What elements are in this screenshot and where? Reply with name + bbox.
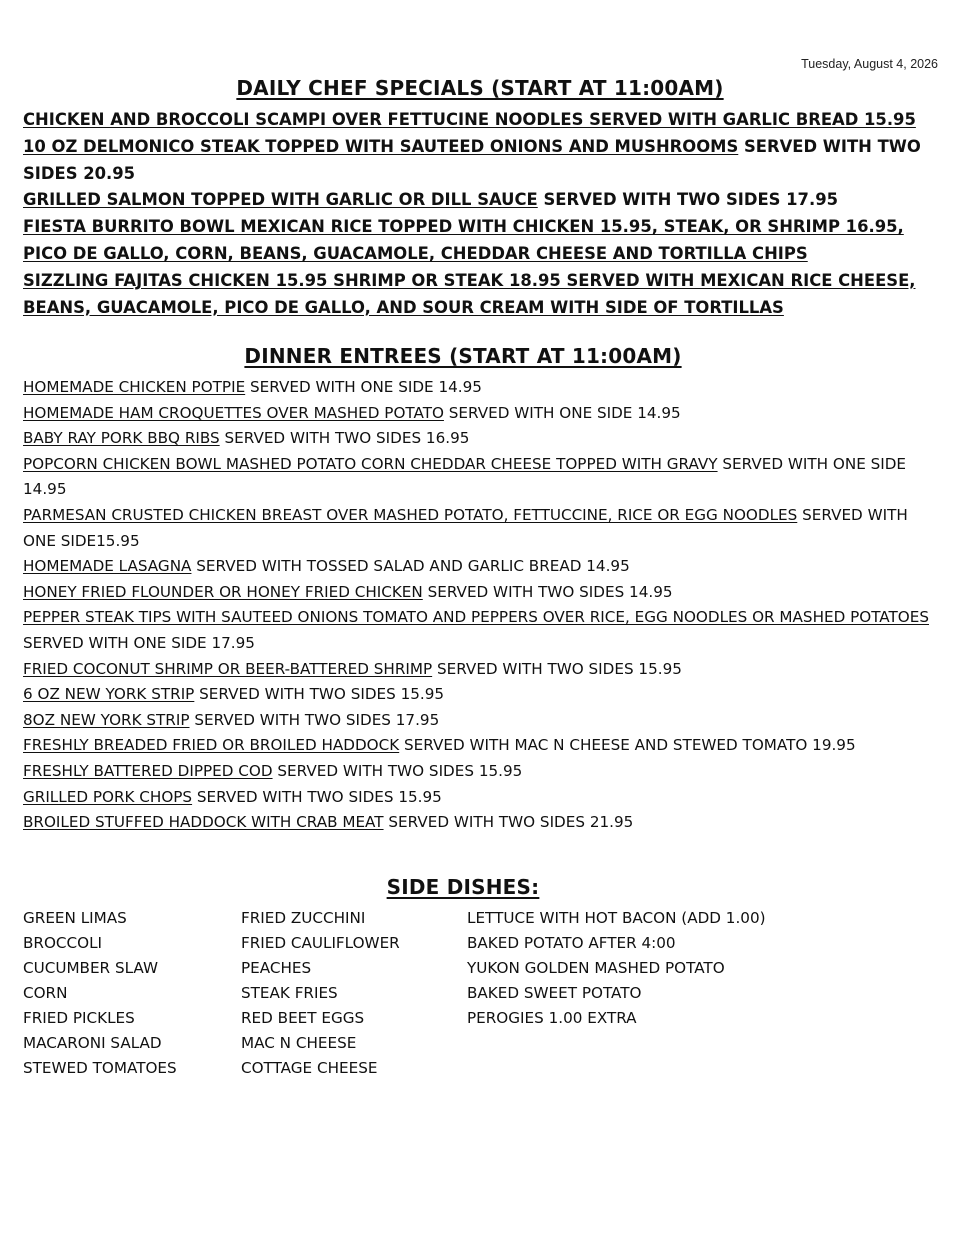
side-item: BAKED POTATO AFTER 4:00 — [467, 934, 676, 952]
entree-item-name: PARMESAN CRUSTED CHICKEN BREAST OVER MASHED POTATO, FETTUCCINE, RICE OR EGG NOODLES — [23, 505, 798, 524]
entree-item-name: HOMEMADE CHICKEN POTPIE — [23, 378, 246, 396]
entree-item-name: FRESHLY BREADED FRIED OR BROILED HADDOCK — [23, 736, 400, 755]
side-item: COTTAGE CHEESE — [241, 1059, 378, 1077]
entree-item — [23, 426, 943, 452]
entree-item-name: FRESHLY BATTERED DIPPED COD — [23, 761, 273, 780]
entree-item — [23, 785, 943, 811]
side-item: MAC N CHEESE — [241, 1034, 357, 1052]
side-item: RED BEET EGGS — [241, 1009, 365, 1027]
side-item: FRIED CAULIFLOWER — [241, 934, 400, 952]
entree-item-detail: SERVED WITH TWO SIDES 15.95 — [432, 659, 682, 678]
entree-item-detail: SERVED WITH ONE SIDE 17.95 — [23, 633, 255, 652]
side-item: MACARONI SALAD — [23, 1034, 162, 1052]
side-item: BAKED SWEET POTATO — [467, 984, 642, 1002]
entree-item-name: 6 OZ NEW YORK STRIP — [23, 685, 195, 704]
entree-item — [23, 401, 943, 427]
entree-item-detail: SERVED WITH TWO SIDES 15.95 — [272, 761, 523, 780]
entree-item-detail: SERVED WITH TWO SIDES 14.95 — [422, 582, 673, 601]
entree-item-detail: SERVED WITH TWO SIDES 15.95 — [194, 685, 445, 704]
special-item-name: FIESTA BURRITO BOWL MEXICAN RICE TOPPED WITH CHICKEN 15.95, STEAK, OR SHRIMP 16.95, PICO DE GALLO, CORN, BEANS, GUACAMOLE, CHEDDAR CHEESE AND TORTILLA CHIPS — [23, 217, 904, 263]
side-item: STEWED TOMATOES — [23, 1059, 177, 1077]
special-item-detail: SERVED WITH TWO SIDES 20.95 — [23, 136, 921, 183]
special-item-detail: SERVED WITH TWO SIDES 17.95 — [537, 190, 838, 210]
print-date: Tuesday, August 4, 2026 — [801, 57, 938, 71]
side-item: FRIED ZUCCHINI — [241, 909, 366, 927]
sides-column-3 — [467, 906, 766, 1031]
entree-item — [23, 759, 943, 785]
side-item: CUCUMBER SLAW — [23, 959, 158, 977]
entree-item-detail: SERVED WITH TWO SIDES 17.95 — [189, 710, 440, 729]
side-item: GREEN LIMAS — [23, 909, 127, 927]
entree-item-detail: SERVED WITH TWO SIDES 15.95 — [192, 787, 442, 806]
side-item: PEACHES — [241, 959, 312, 977]
specials-heading: DAILY CHEF SPECIALS (START AT 11:00AM) — [236, 76, 724, 100]
entree-item-detail: SERVED WITH TOSSED SALAD AND GARLIC BREAD 14.95 — [191, 557, 630, 576]
side-item: BROCCOLI — [23, 934, 103, 952]
side-item: CORN — [23, 984, 68, 1002]
sides-heading: SIDE DISHES: — [386, 875, 540, 899]
side-item: LETTUCE WITH HOT BACON (ADD 1.00) — [467, 909, 766, 927]
entree-item — [23, 580, 943, 606]
entree-item — [23, 452, 943, 503]
entree-item-detail: SERVED WITH ONE SIDE 14.95 — [443, 403, 681, 422]
entree-item-detail: SERVED WITH TWO SIDES 16.95 — [219, 429, 470, 448]
side-item: YUKON GOLDEN MASHED POTATO — [467, 959, 725, 977]
entree-item-name: BROILED STUFFED HADDOCK WITH CRAB MEAT — [23, 813, 384, 832]
special-item-name: CHICKEN AND BROCCOLI SCAMPI OVER FETTUCINE NOODLES SERVED WITH GARLIC BREAD 15.95 — [23, 110, 916, 129]
entree-item-detail: SERVED WITH ONE SIDE 14.95 — [23, 454, 907, 499]
entree-item-name: HONEY FRIED FLOUNDER OR HONEY FRIED CHICKEN — [23, 582, 423, 601]
entree-item — [23, 605, 943, 656]
sides-column-2 — [241, 906, 400, 1081]
special-item-name: GRILLED SALMON TOPPED WITH GARLIC OR DILL SAUCE — [23, 190, 538, 210]
special-item — [23, 268, 943, 322]
special-item — [23, 107, 943, 134]
entrees-heading: DINNER ENTREES (START AT 11:00AM) — [244, 344, 682, 368]
special-item — [23, 187, 943, 214]
entree-item-name: PEPPER STEAK TIPS WITH SAUTEED ONIONS TOMATO AND PEPPERS OVER RICE, EGG NOODLES OR MASHED POTATOES — [23, 608, 929, 627]
specials-list — [23, 107, 943, 321]
entree-item-detail: SERVED WITH TWO SIDES 21.95 — [383, 813, 634, 832]
special-item — [23, 134, 943, 188]
entree-item — [23, 657, 943, 683]
entree-item — [23, 503, 943, 554]
entree-item — [23, 733, 943, 759]
entree-item — [23, 810, 943, 836]
sides-column-1 — [23, 906, 177, 1081]
entree-item-name: FRIED COCONUT SHRIMP OR BEER-BATTERED SHRIMP — [23, 659, 433, 678]
side-item: FRIED PICKLES — [23, 1009, 135, 1027]
entree-item-name: POPCORN CHICKEN BOWL MASHED POTATO CORN CHEDDAR CHEESE TOPPED WITH GRAVY — [23, 454, 718, 473]
entree-item-name: GRILLED PORK CHOPS — [23, 787, 193, 806]
entree-item-name: HOMEMADE HAM CROQUETTES OVER MASHED POTATO — [23, 403, 444, 422]
entree-item-name: 8OZ NEW YORK STRIP — [23, 710, 190, 729]
special-item-name: 10 OZ DELMONICO STEAK TOPPED WITH SAUTEED ONIONS AND MUSHROOMS — [23, 136, 739, 156]
special-item — [23, 214, 943, 268]
entree-item-detail: SERVED WITH ONE SIDE 14.95 — [245, 378, 482, 396]
entree-item — [23, 682, 943, 708]
entree-item-detail: SERVED WITH ONE SIDE15.95 — [23, 505, 908, 550]
entree-item-name: HOMEMADE LASAGNA — [23, 557, 192, 576]
entree-item — [23, 554, 943, 580]
entree-item-detail: SERVED WITH MAC N CHEESE AND STEWED TOMATO 19.95 — [399, 736, 856, 755]
entree-item — [23, 375, 943, 401]
entree-item-name: BABY RAY PORK BBQ RIBS — [23, 429, 220, 448]
entree-item — [23, 708, 943, 734]
entrees-list — [23, 375, 943, 836]
side-item: PEROGIES 1.00 EXTRA — [467, 1009, 637, 1027]
side-item: STEAK FRIES — [241, 984, 338, 1002]
special-item-name: SIZZLING FAJITAS CHICKEN 15.95 SHRIMP OR STEAK 18.95 SERVED WITH MEXICAN RICE CHEESE, BEANS, GUACAMOLE, PICO DE GALLO, AND SOUR CREAM WITH SIDE OF TORTILLAS — [23, 270, 916, 317]
